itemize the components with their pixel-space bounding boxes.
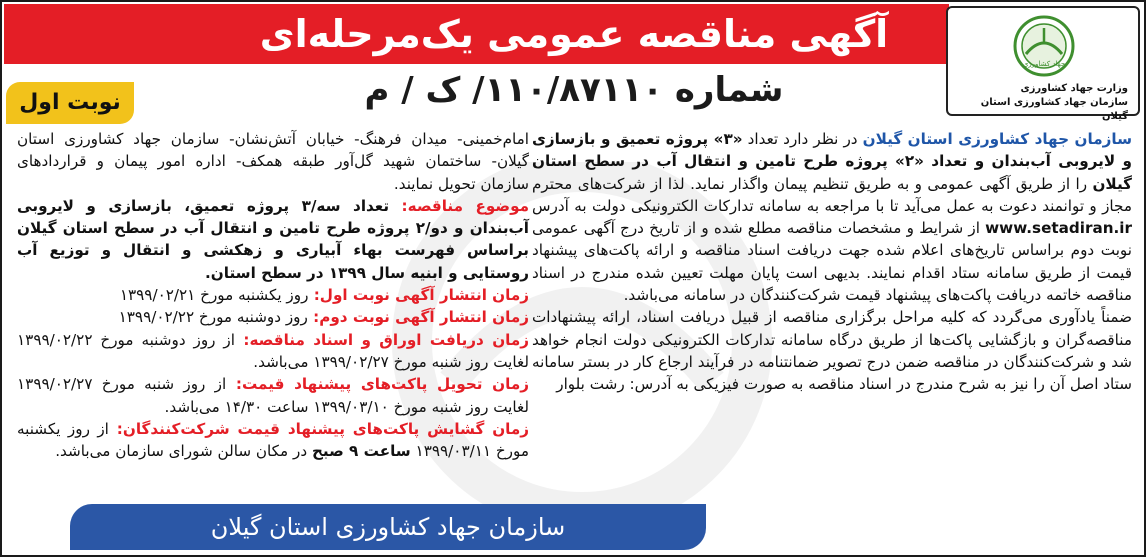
delivery-address: امام‌خمینی- میدان فرهنگ- خیابان آتش‌نشان- سازمان جهاد کشاورزی استان گیلان- ساختمان شهید گل‌آور طبقه همکف- اداره امور پیمان و قراردادهای سازمان تحویل نمایند. [17, 130, 529, 193]
turn-badge: نوبت اول [6, 82, 134, 124]
organization-name: سازمان جهاد کشاورزی استان گیلان [980, 97, 1128, 122]
ministry-name: وزارت جهاد کشاورزی [1020, 83, 1128, 94]
opening-hour: ساعت ۹ صبح [311, 442, 411, 461]
publish-second-date: روز دوشنبه مورخ ۱۳۹۹/۰۲/۲۲ [118, 308, 308, 327]
documents-text: از روز دوشنبه مورخ ۱۳۹۹/۰۲/۲۲ لغایت روز شنبه مورخ ۱۳۹۹/۰۲/۲۷ می‌باشد. [17, 330, 529, 371]
website-link[interactable]: www.setadiran.ir [985, 219, 1132, 238]
intro-text-b: را از طریق آگهی عمومی و به طریق تنظیم پیمان واگذار نماید. لذا از شرکت‌های محترم مجاز و توانمند دعوت به عمل می‌آید تا با مراجعه به سامانه تدارکات الکترونیکی دولت به آدرس [532, 174, 1132, 215]
documents-period [17, 329, 529, 374]
footer-banner: سازمان جهاد کشاورزی استان گیلان [70, 504, 706, 550]
body-right-column [532, 128, 1132, 396]
publish-first-date: روز یکشنبه مورخ ۱۳۹۹/۰۲/۲۱ [119, 286, 309, 305]
publish-second [17, 306, 529, 328]
project-count-text: «۳» پروژه تعمیق و بازسازی و لایروبی آب‌بندان و تعداد «۲» پروژه طرح تامین و انتقال آب در سطح استان گیلان [532, 130, 1132, 193]
jahad-emblem-icon [1012, 14, 1076, 78]
reminder-paragraph: ضمناً یادآوری می‌گردد که کلیه مراحل برگزاری مناقصه از قبیل دریافت اسناد، ارائه پیشنهادات مناقصه‌گران و بازگشایی پاکت‌ها از طریق درگاه سامانه تدارکات الکترونیکی دولت انجام خواهد شد و شرکت‌کنندگان در مناقصه ضمن درج تصویر ضمانتنامه در فرآیند ارجاع کار در بستر سامانه ستاد اصل آن را نیز به شرح مندرج در اسناد مناقصه به صورت فیزیکی به آدرس: رشت بلوار [532, 308, 1132, 394]
intro-paragraph [532, 128, 1132, 306]
delivery-text: از روز شنبه مورخ ۱۳۹۹/۰۲/۲۷ لغایت روز شنبه مورخ ۱۳۹۹/۰۳/۱۰ ساعت ۱۴/۳۰ می‌باشد. [17, 375, 529, 416]
intro-text-a: در نظر دارد تعداد [742, 130, 863, 148]
opening-time [17, 418, 529, 463]
opening-text-a: از روز یکشنبه مورخ ۱۳۹۹/۰۳/۱۱ [17, 419, 529, 461]
opening-label: زمان گشایش پاکت‌های پیشنهاد قیمت شرکت‌کنندگان: [108, 419, 530, 438]
subject-label: موضوع مناقصه: [389, 196, 529, 215]
organization-name-highlight: سازمان جهاد کشاورزی استان گیلان [862, 130, 1133, 148]
delivery-label: زمان تحویل پاکت‌های پیشنهاد قیمت: [226, 375, 529, 394]
opening-text-b: در مکان سالن شورای سازمان می‌باشد. [55, 442, 312, 461]
ministry-text [958, 82, 1128, 124]
emblem-text: جهاد کشاورزی [1022, 60, 1066, 68]
ad-title: آگهی مناقصه عمومی یک‌مرحله‌ای [259, 12, 889, 56]
subject-text: تعداد سه/۳ پروژه تعمیق، بازسازی و لایروبی آب‌بندان و دو/۲ پروژه طرح تامین و انتقال آب در سطح استان گیلان براساس فهرست بهاء آبیاری و زهکشی و انتقال و توزیع آب روستایی و ابنیه سال ۱۳۹۹ در سطح استان. [17, 196, 530, 282]
ad-number: شماره ۱۱۰/۸۷۱۱۰/ ک / م [364, 70, 784, 110]
tender-subject [17, 195, 529, 284]
publish-second-label: زمان انتشار آگهی نوبت دوم: [307, 308, 529, 327]
delivery-period [17, 373, 529, 418]
documents-label: زمان دریافت اوراق و اسناد مناقصه: [235, 330, 530, 349]
body-left-column [17, 128, 529, 462]
publish-first-label: زمان انتشار آگهی نوبت اول: [308, 286, 529, 305]
intro-text-c: از شرایط و مشخصات مناقصه مطلع شده و از تاریخ درج آگهی عمومی نوبت دوم براساس تاریخ‌های اعلام شده جهت دریافت اسناد مناقصه و ارائه پاکت‌های پیشنهاد قیمت از طریق سامانه ستاد اقدام نمایند. بدیهی است پایان مهلت تعیین شده مندرج در اسناد مناقصه خاتمه دریافت پاکت‌های پیشنهاد قیمت شرکت‌کنندگان در سامانه می‌باشد. [532, 219, 1132, 305]
publish-first [17, 284, 529, 306]
logo-box [946, 6, 1140, 122]
